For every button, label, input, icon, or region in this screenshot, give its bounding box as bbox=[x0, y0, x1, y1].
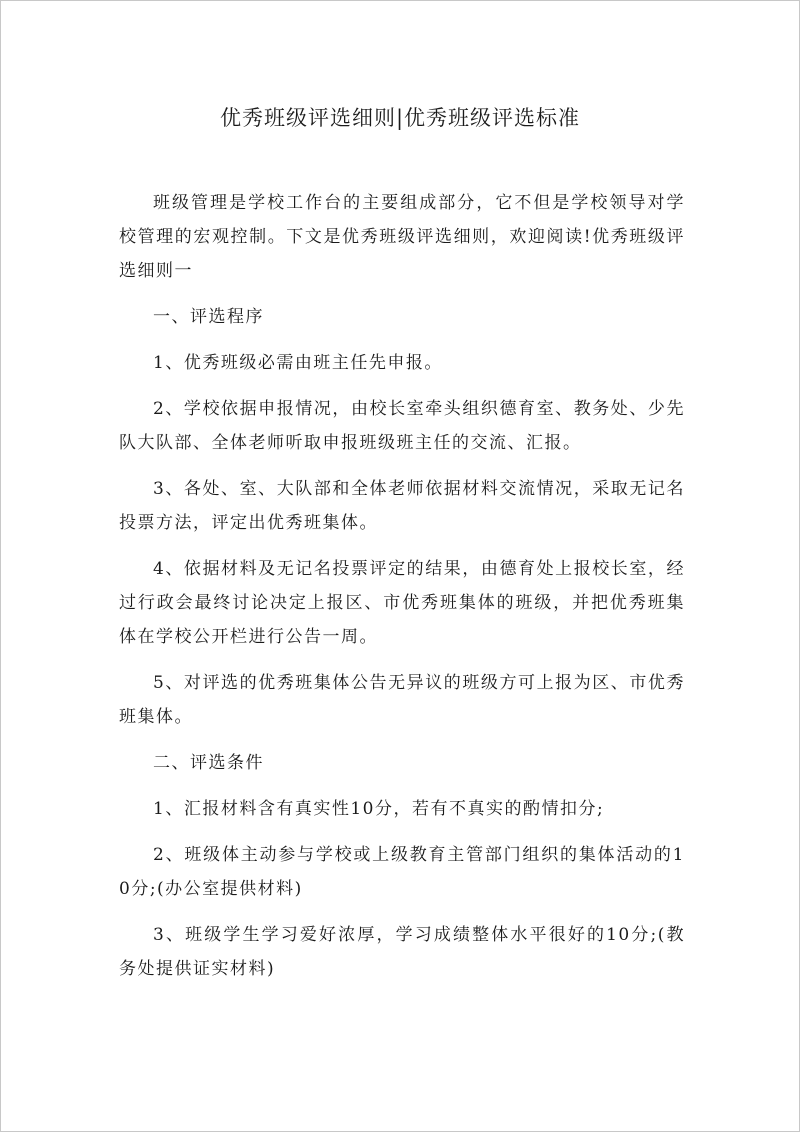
condition-item-2: 2、班级体主动参与学校或上级教育主管部门组织的集体活动的10分;(办公室提供材料) bbox=[119, 845, 685, 899]
section-heading-conditions: 二、评选条件 bbox=[153, 753, 264, 773]
document-title: 优秀班级评选细则|优秀班级评选标准 bbox=[219, 106, 581, 130]
procedure-item-5: 5、对评选的优秀班集体公告无异议的班级方可上报为区、市优秀班集体。 bbox=[119, 673, 685, 727]
procedure-item-2: 2、学校依据申报情况，由校长室牵头组织德育室、教务处、少先队大队部、全体老师听取申报班级班主任的交流、汇报。 bbox=[119, 399, 685, 453]
procedure-item-4: 4、依据材料及无记名投票评定的结果，由德育处上报校长室，经过行政会最终讨论决定上报区、市优秀班集体的班级，并把优秀班集体在学校公开栏进行公告一周。 bbox=[119, 559, 685, 647]
procedure-item-3: 3、各处、室、大队部和全体老师依据材料交流情况，采取无记名投票方法，评定出优秀班集体。 bbox=[119, 479, 685, 533]
section-heading-procedure: 一、评选程序 bbox=[153, 307, 264, 327]
document-body bbox=[119, 186, 685, 998]
condition-item-3: 3、班级学生学习爱好浓厚，学习成绩整体水平很好的10分;(教务处提供证实材料) bbox=[119, 925, 685, 979]
intro-paragraph: 班级管理是学校工作台的主要组成部分，它不但是学校领导对学校管理的宏观控制。下文是优秀班级评选细则，欢迎阅读!优秀班级评选细则一 bbox=[119, 193, 685, 281]
condition-item-1: 1、汇报材料含有真实性10分，若有不真实的酌情扣分; bbox=[153, 799, 605, 819]
procedure-item-1: 1、优秀班级必需由班主任先申报。 bbox=[153, 353, 443, 373]
